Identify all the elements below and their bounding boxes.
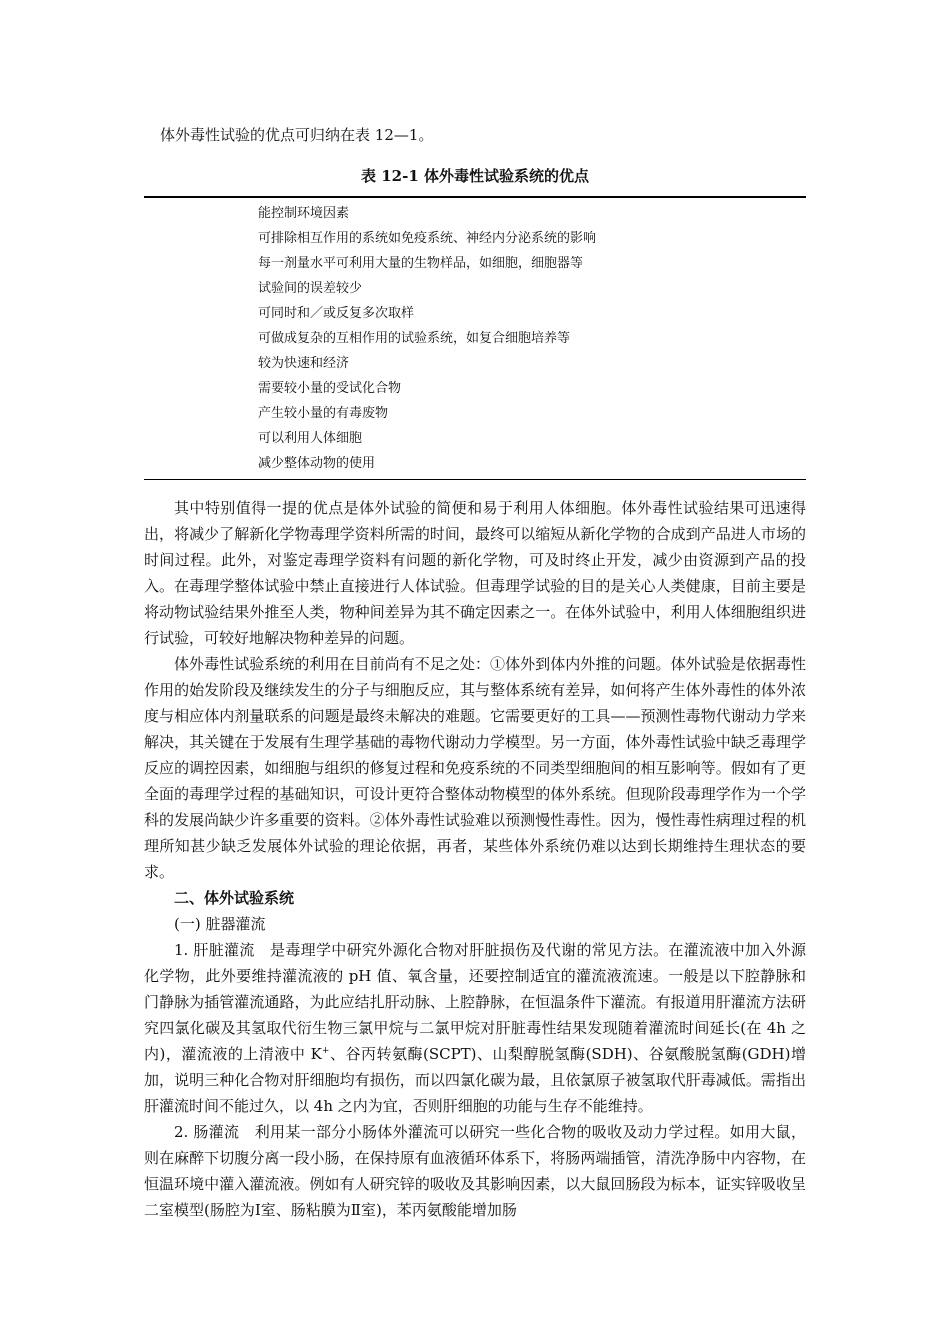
paragraph-advantages: 其中特别值得一提的优点是体外试验的简便和易于利用人体细胞。体外毒性试验结果可迅速得出，将减少了解新化学物毒理学资料所需的时间，最终可以缩短从新化学物的合成到产品进人市场的时间过程。此外，对鉴定毒理学资料有问题的新化学物，可及时终止开发，减少由资源到产品的投入。在毒理学整体试验中禁止直接进行人体试验。但毒理学试验的目的是关心人类健康，目前主要是将动物试验结果外推至人类，物种间差异为其不确定因素之一。在体外试验中，利用人体细胞组织进行试验，可较好地解决物种差异的问题。 xyxy=(144,499,806,647)
advantages-table xyxy=(258,204,596,479)
liver-perfusion-text-1: 1. 肝脏灌流 是毒理学中研究外源化合物对肝脏损伤及代谢的常见方法。在灌流液中加入外源化学物，此外要维持灌流液的 pH 值、氧含量，还要控制适宜的灌流液流速。一般是以下腔静脉和门静脉为插管灌流通路，为此应结扎肝动脉、上腔静脉，在恒温条件下灌流。有报道用肝灌流方法研究四氯化碳及其氢取代衍生物三氯甲烷与二氯甲烷对肝脏毒性结果发现随着灌流时间延长(在 4h 之内)，灌流液的上清液中 K xyxy=(144,941,806,1063)
table-row: 需要较小量的受试化合物 xyxy=(258,381,402,396)
table-row: 较为快速和经济 xyxy=(258,356,350,371)
body-text xyxy=(144,495,806,1223)
table-row: 可做成复杂的互相作用的试验系统，如复合细胞培养等 xyxy=(258,331,571,346)
table-bottom-rule xyxy=(144,479,806,480)
intro-sentence: 体外毒性试验的优点可归纳在表 12—1。 xyxy=(160,126,434,144)
table-row: 试验间的误差较少 xyxy=(258,281,363,296)
potassium-charge: + xyxy=(321,1046,330,1056)
table-row: 产生较小量的有毒废物 xyxy=(258,406,389,421)
table-row: 可排除相互作用的系统如免疫系统、神经内分泌系统的影响 xyxy=(258,231,597,246)
table-top-rule xyxy=(144,196,806,198)
table-caption: 表 12-1 体外毒性试验系统的优点 xyxy=(361,167,589,185)
paragraph-liver-perfusion xyxy=(144,937,806,1119)
liver-perfusion-text-2: 、谷丙转氨酶(SCPT)、山梨醇脱氢酶(SDH)、谷氨酸脱氢酶(GDH)增加，说明三种化合物对肝细胞均有损伤，而以四氯化碳为最，且依氯原子被氢取代肝毒减低。需指出肝灌流时间不能过久，以 4h 之内为宜，否则肝细胞的功能与生存不能维持。 xyxy=(144,1045,806,1115)
table-row: 减少整体动物的使用 xyxy=(258,456,376,471)
table-row: 可以利用人体细胞 xyxy=(258,431,363,446)
table-row: 每一剂量水平可利用大量的生物样品，如细胞，细胞器等 xyxy=(258,256,584,271)
table-row: 可同时和／或反复多次取样 xyxy=(258,306,415,321)
paragraph-limitations: 体外毒性试验系统的利用在目前尚有不足之处：①体外到体内外推的问题。体外试验是依据毒性作用的始发阶段及继续发生的分子与细胞反应，其与整体系统有差异，如何将产生体外毒性的体外浓度与相应体内剂量联系的问题是最终未解决的难题。它需要更好的工具——预测性毒物代谢动力学来解决，其关键在于发展有生理学基础的毒物代谢动力学模型。另一方面，体外毒性试验中缺乏毒理学反应的调控因素，如细胞与组织的修复过程和免疫系统的不同类型细胞间的相互影响等。假如有了更全面的毒理学过程的基础知识，可设计更符合整体动物模型的体外系统。但现阶段毒理学作为一个学科的发展尚缺少许多重要的资料。②体外毒性试验难以预测慢性毒性。因为，慢性毒性病理过程的机理所知甚少缺乏发展体外试验的理论依据，再者，某些体外系统仍难以达到长期维持生理状态的要求。 xyxy=(144,655,806,881)
subsection-heading: (一) 脏器灌流 xyxy=(174,915,266,933)
paragraph-intestine-perfusion: 2. 肠灌流 利用某一部分小肠体外灌流可以研究一些化合物的吸收及动力学过程。如用大鼠，则在麻醉下切腹分离一段小肠，在保持原有血液循环体系下，将肠两端插管，清洗净肠中内容物，在恒温环境中灌入灌流液。例如有人研究锌的吸收及其影响因素，以大鼠回肠段为标本，证实锌吸收呈二室模型(肠腔为Ⅰ室、肠粘膜为Ⅱ室)，苯丙氨酸能增加肠 xyxy=(144,1123,806,1219)
table-row: 能控制环境因素 xyxy=(258,206,350,221)
section-heading: 二、体外试验系统 xyxy=(174,889,295,907)
